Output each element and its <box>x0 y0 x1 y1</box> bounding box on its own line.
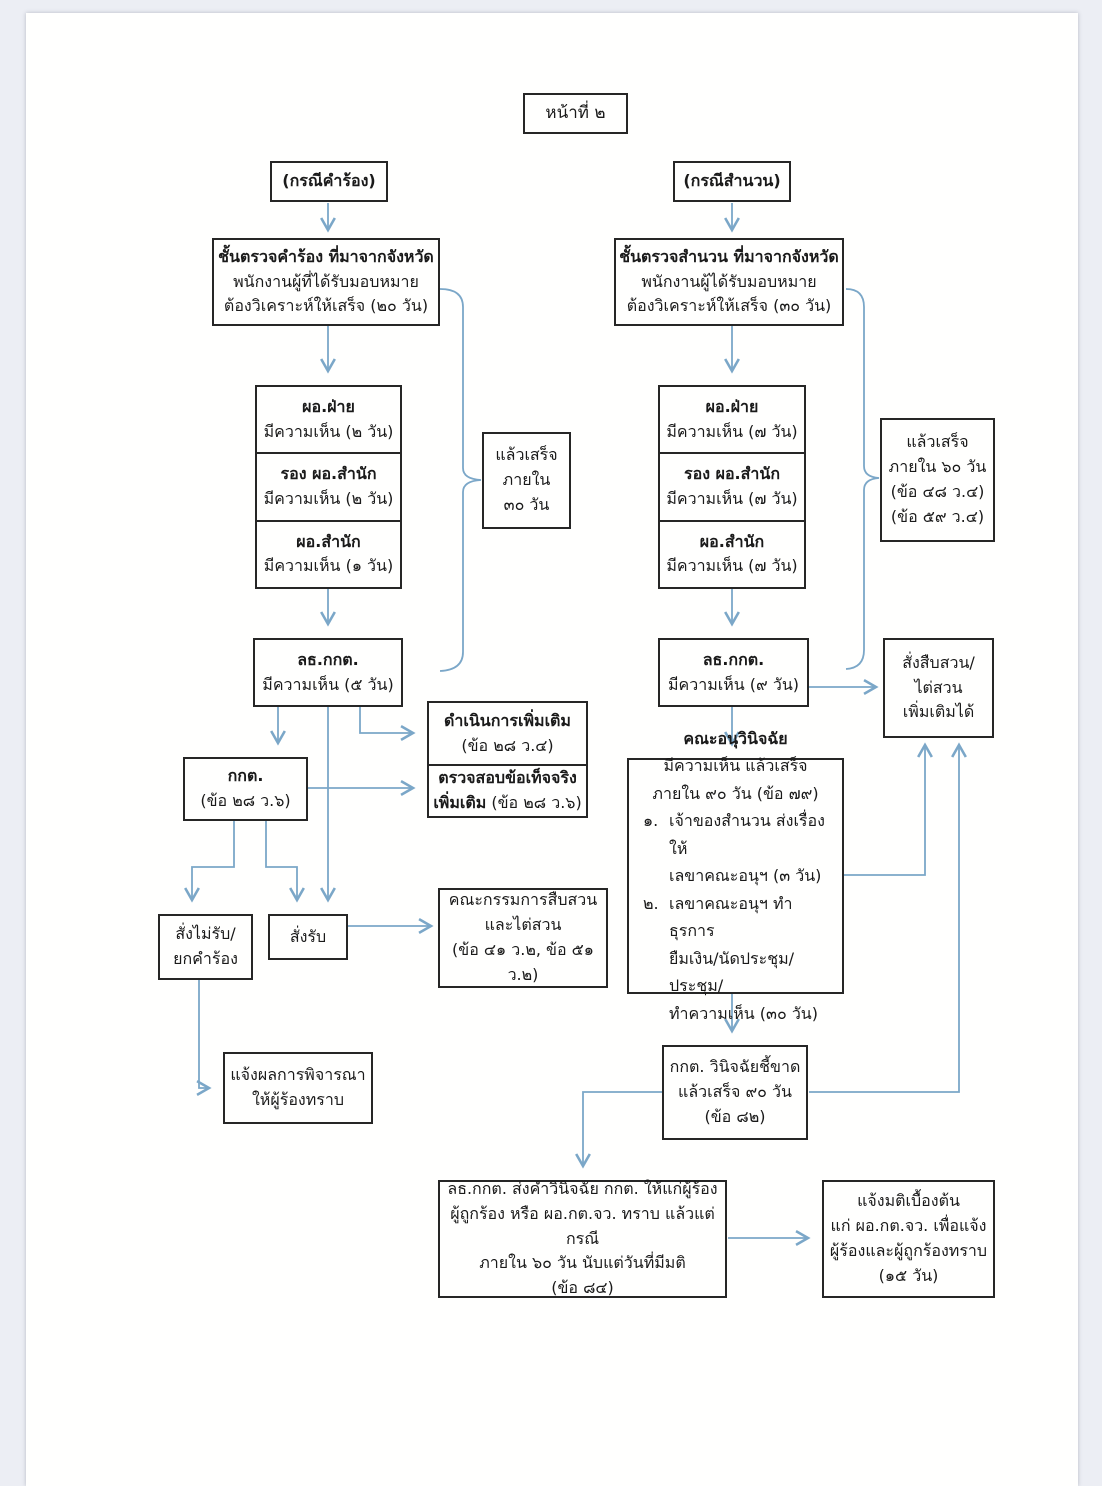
right-deadline-line3: (ข้อ ๔๘ ว.๔) <box>890 482 985 501</box>
send-decision-line2: ผู้ถูกร้อง หรือ ผอ.กต.จว. ทราบ แล้วแต่กรณี <box>450 1203 715 1248</box>
left-ect-detail: (ข้อ ๒๘ ว.๖) <box>200 791 291 810</box>
right-review-director-division <box>660 387 804 454</box>
right-deadline-line1: แล้วเสร็จ <box>906 432 969 452</box>
subcommittee-box <box>627 728 844 1023</box>
subcommittee-line2: มีความเห็น แล้วเสร็จ <box>663 756 808 776</box>
right-review-2-detail: มีความเห็น (๗ วัน) <box>666 556 798 576</box>
adjudication-line3: (ข้อ ๘๒) <box>704 1106 766 1126</box>
right-review-1-title: รอง ผอ.สำนัก <box>683 464 781 484</box>
reject-line1: สั่งไม่รับ/ <box>175 924 236 944</box>
notify-initial-line4: (๑๕ วัน) <box>878 1265 939 1285</box>
additional-proceed-cell <box>429 703 586 766</box>
left-ect-title: กกต. <box>227 766 264 786</box>
left-case-type-box <box>270 161 388 202</box>
subcommittee-title: คณะอนุวินิจฉัย <box>683 728 788 748</box>
left-review-director-division <box>257 387 400 454</box>
left-deadline-line3: ๓๐ วัน <box>503 494 550 514</box>
left-review-director-office <box>257 522 400 587</box>
left-intake-box <box>212 238 440 326</box>
right-intake-line2: พนักงานผู้ได้รับมอบหมาย <box>641 271 817 291</box>
adjudication-line2: แล้วเสร็จ ๙๐ วัน <box>678 1082 792 1102</box>
additional-proceed-title: ดำเนินการเพิ่มเติม <box>444 710 571 730</box>
left-secretary-detail: มีความเห็น (๕ วัน) <box>262 674 394 694</box>
right-secretary-detail: มีความเห็น (๙ วัน) <box>667 674 799 694</box>
left-secretary-title: ลธ.กกต. <box>297 649 359 669</box>
investigation-committee-box <box>438 888 608 988</box>
order-further-investigation-box <box>883 638 994 738</box>
ect-adjudication-box <box>662 1045 808 1140</box>
send-decision-line3: ภายใน ๖๐ วัน นับแต่วันที่มีมติ <box>479 1253 686 1273</box>
subcommittee-item-2-line2: ยืมเงิน/นัดประชุม/ประชุม/ <box>669 948 794 996</box>
reject-order-box <box>158 914 253 980</box>
notify-petitioner-box <box>223 1052 373 1124</box>
verify-facts-cell <box>429 766 586 816</box>
left-review-2-title: ผอ.สำนัก <box>296 531 361 551</box>
right-case-type-box <box>673 161 791 202</box>
left-intake-line2: พนักงานผู้ที่ได้รับมอบหมาย <box>233 271 419 291</box>
adjudication-line1: กกต. วินิจฉัยชี้ขาด <box>669 1057 801 1077</box>
left-deadline-line2: ภายใน <box>502 470 551 490</box>
left-intake-title: ชั้นตรวจคำร้อง ที่มาจากจังหวัด <box>218 246 434 266</box>
notify-initial-line1: แจ้งมติเบื้องต้น <box>857 1191 960 1211</box>
committee-line1: คณะกรรมการสืบสวน <box>448 890 598 910</box>
right-secretary-general-box <box>658 638 809 707</box>
order-investigation-line3: เพิ่มเติมได้ <box>902 702 975 722</box>
right-review-0-title: ผอ.ฝ่าย <box>705 396 759 416</box>
left-review-1-title: รอง ผอ.สำนัก <box>280 464 377 484</box>
verify-facts-line2-rest: (ข้อ ๒๘ ว.๖) <box>486 793 582 813</box>
right-review-2-title: ผอ.สำนัก <box>699 531 765 551</box>
subcommittee-item-2-num: ๒. <box>643 893 659 913</box>
send-decision-box <box>438 1180 727 1298</box>
left-secretary-general-box <box>253 638 403 707</box>
send-decision-line1: ลธ.กกต. ส่งคำวินิจฉัย กกต. ให้แก่ผู้ร้อง <box>447 1179 718 1199</box>
subcommittee-item-2-line1: เลขาคณะอนุฯ ทำธุรการ <box>669 893 793 941</box>
left-review-2-detail: มีความเห็น (๑ วัน) <box>263 556 394 576</box>
right-intake-title: ชั้นตรวจสำนวน ที่มาจากจังหวัด <box>619 246 839 266</box>
subcommittee-line3: ภายใน ๙๐ วัน (ข้อ ๗๙) <box>652 783 819 803</box>
right-case-type-label: (กรณีสำนวน) <box>683 171 781 191</box>
right-deadline-note-box <box>880 418 995 542</box>
subcommittee-item-2 <box>643 890 832 945</box>
left-review-1-detail: มีความเห็น (๒ วัน) <box>263 488 394 508</box>
page-number-label: หน้าที่ ๒ <box>545 103 606 124</box>
notify-petitioner-line1: แจ้งผลการพิจารณา <box>230 1065 366 1085</box>
order-investigation-line1: สั่งสืบสวน/ <box>902 652 975 672</box>
verify-facts-line2-bold: เพิ่มเติม <box>433 793 487 813</box>
right-secretary-title: ลธ.กกต. <box>702 649 765 669</box>
subcommittee-item-1-num: ๑. <box>643 811 659 831</box>
reject-line2: ยกคำร้อง <box>173 949 238 968</box>
subcommittee-item-2-line3: ทำความเห็น (๓๐ วัน) <box>669 1003 818 1023</box>
left-review-0-title: ผอ.ฝ่าย <box>302 396 355 416</box>
right-review-1-detail: มีความเห็น (๗ วัน) <box>666 488 798 508</box>
subcommittee-item-1-cont <box>643 862 832 890</box>
subcommittee-item-2-cont2 <box>643 1000 832 1028</box>
subcommittee-list <box>629 807 842 1027</box>
subcommittee-item-1-line1: เจ้าของสำนวน ส่งเรื่องให้ <box>669 811 825 858</box>
left-deadline-line1: แล้วเสร็จ <box>495 445 558 465</box>
left-review-stack <box>255 385 402 589</box>
right-deadline-line4: (ข้อ ๕๙ ว.๔) <box>890 506 985 526</box>
right-review-0-detail: มีความเห็น (๗ วัน) <box>666 421 798 441</box>
right-intake-line3: ต้องวิเคราะห์ให้เสร็จ (๓๐ วัน) <box>626 296 832 316</box>
right-intake-box <box>614 238 844 326</box>
left-review-deputy-director-office <box>257 454 400 521</box>
order-investigation-line2: ไต่สวน <box>914 677 963 697</box>
right-review-director-office <box>660 522 804 587</box>
page-number-box <box>523 93 628 134</box>
notify-initial-line3: ผู้ร้องและผู้ถูกร้องทราบ <box>829 1241 988 1260</box>
notify-petitioner-line2: ให้ผู้ร้องทราบ <box>251 1090 345 1109</box>
verify-facts-line1: ตรวจสอบข้อเท็จจริง <box>438 768 577 788</box>
committee-line2: และไต่สวน <box>484 915 562 935</box>
additional-proceed-detail: (ข้อ ๒๘ ว.๔) <box>461 735 554 755</box>
additional-actions-box <box>427 701 588 818</box>
left-case-type-label: (กรณีคำร้อง) <box>282 171 376 191</box>
committee-line3: (ข้อ ๔๑ ว.๒, ข้อ ๕๑ ว.๒) <box>452 940 594 984</box>
left-ect-box <box>183 757 308 821</box>
notify-initial-line2: แก่ ผอ.กต.จว. เพื่อแจ้ง <box>830 1216 987 1236</box>
right-deadline-line2: ภายใน ๖๐ วัน <box>888 457 987 477</box>
accept-label: สั่งรับ <box>289 926 327 946</box>
subcommittee-item-1 <box>643 807 832 862</box>
subcommittee-item-2-cont1 <box>643 945 832 1000</box>
left-deadline-note-box <box>482 432 571 529</box>
left-review-0-detail: มีความเห็น (๒ วัน) <box>263 421 394 441</box>
left-intake-line3: ต้องวิเคราะห์ให้เสร็จ (๒๐ วัน) <box>223 296 429 316</box>
right-review-deputy-director-office <box>660 454 804 521</box>
send-decision-line4: (ข้อ ๘๔) <box>551 1278 614 1298</box>
accept-order-box <box>268 914 348 960</box>
right-review-stack <box>658 385 806 589</box>
verify-facts-line2 <box>433 791 581 816</box>
notify-initial-resolution-box <box>822 1180 995 1298</box>
subcommittee-item-1-line2: เลขาคณะอนุฯ (๓ วัน) <box>669 866 822 886</box>
